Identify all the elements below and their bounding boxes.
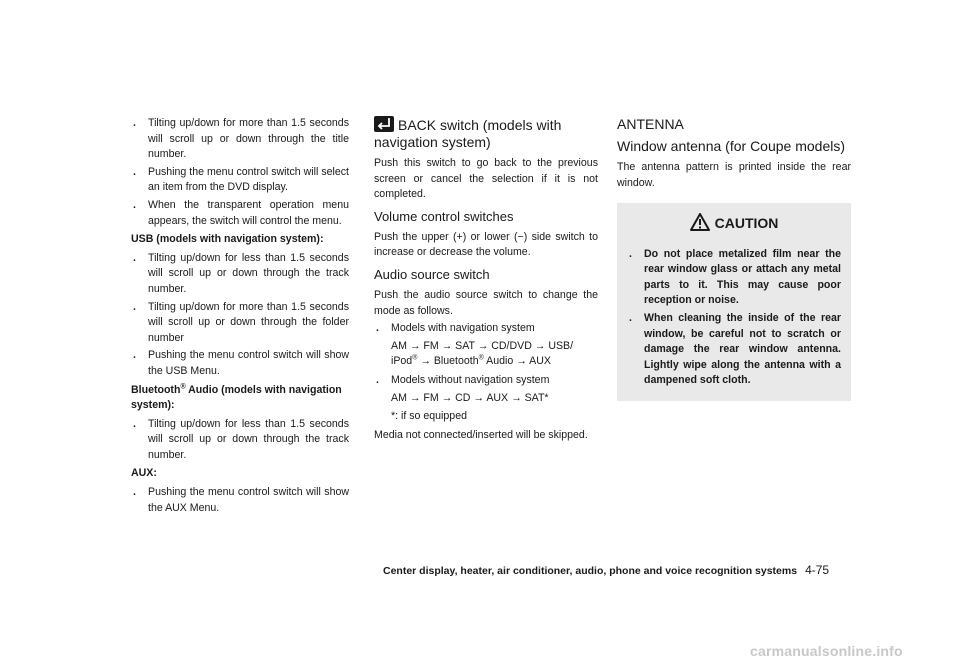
volume-description: Push the upper (+) or lower (−) side switch to increase or decrease the volume. [374,230,598,259]
audio-source-heading: Audio source switch [374,266,490,282]
list-item: . Models without navigation system [374,373,598,389]
middle-column [374,116,598,445]
aux-heading: AUX: [131,467,157,480]
list-item: . Tilting up/down for more than 1.5 seconds will scroll up or down through the folder number [133,300,349,344]
list-item: . Do not place metalized film near the rear window glass or attach any metal parts to it. This may cause poor reception or noise. [629,247,841,306]
caution-heading: CAUTION [627,213,841,235]
list-item: . Pushing the menu control switch will show the AUX Menu. [133,486,349,514]
bullet: . [133,486,136,499]
page-number: 4-75 [805,563,830,577]
list-item: . Pushing the menu control switch will show the USB Menu. [133,349,349,377]
bluetooth-heading: Bluetooth® Audio (models with navigation system): [131,382,342,412]
left-column [131,116,349,518]
watermark: carmanualsonline.info [750,643,903,659]
list-item: . Tilting up/down for less than 1.5 seconds will scroll up or down through the track number. [133,251,349,295]
footnote: *: if so equipped [391,410,467,423]
bullet: . [133,198,136,211]
back-arrow-icon [374,116,394,132]
bullet: . [133,251,136,264]
list-item: . Pushing the menu control switch will select an item from the DVD display. [133,165,349,194]
list-item: . Models with navigation system [374,321,598,337]
warning-triangle-icon [690,213,710,235]
media-note: Media not connected/inserted will be skipped. [374,428,588,441]
back-description: Push this switch to go back to the previous screen or cancel the selection if it is not completed. [374,157,598,201]
nav-sequence: AM → FM → SAT → CD/DVD → USB/ iPod® → Bluetooth® Audio → AUX [391,339,574,368]
bullet: . [133,165,136,178]
right-column [617,116,851,401]
nonav-sequence: AM → FM → CD → AUX → SAT* [391,391,549,404]
bullet: . [133,349,136,362]
bullet: . [133,417,136,430]
back-switch-heading: BACK switch (models with navigation system) [374,117,562,150]
antenna-heading: ANTENNA [617,116,684,132]
page-footer [383,563,863,577]
window-antenna-heading: Window antenna (for Coupe models) [617,138,846,154]
usb-heading: USB (models with navigation system): [131,233,324,246]
list-item: . Tilting up/down for more than 1.5 seconds will scroll up or down through the title number. [133,117,349,161]
bullet: . [629,247,632,260]
audio-source-description: Push the audio source switch to change the mode as follows. [374,288,598,317]
bullet: . [376,322,379,335]
antenna-description: The antenna pattern is printed inside the rear window. [617,161,851,189]
list-item: . Tilting up/down for less than 1.5 seconds will scroll up or down through the track number. [133,417,349,461]
bullet: . [133,117,136,129]
bullet: . [133,300,136,313]
footer-section-title: Center display, heater, air conditioner, audio, phone and voice recognition systems [383,565,798,577]
list-item: . When cleaning the inside of the rear window, be careful not to scratch or damage the rear window antenna. Lightly wipe along the antenna with a dampened soft cloth. [629,312,841,387]
caution-box [617,203,851,401]
bullet: . [629,312,632,325]
bullet: . [376,373,379,386]
volume-heading: Volume control switches [374,208,514,224]
list-item: . When the transparent operation menu appears, the switch will control the menu. [133,198,349,227]
